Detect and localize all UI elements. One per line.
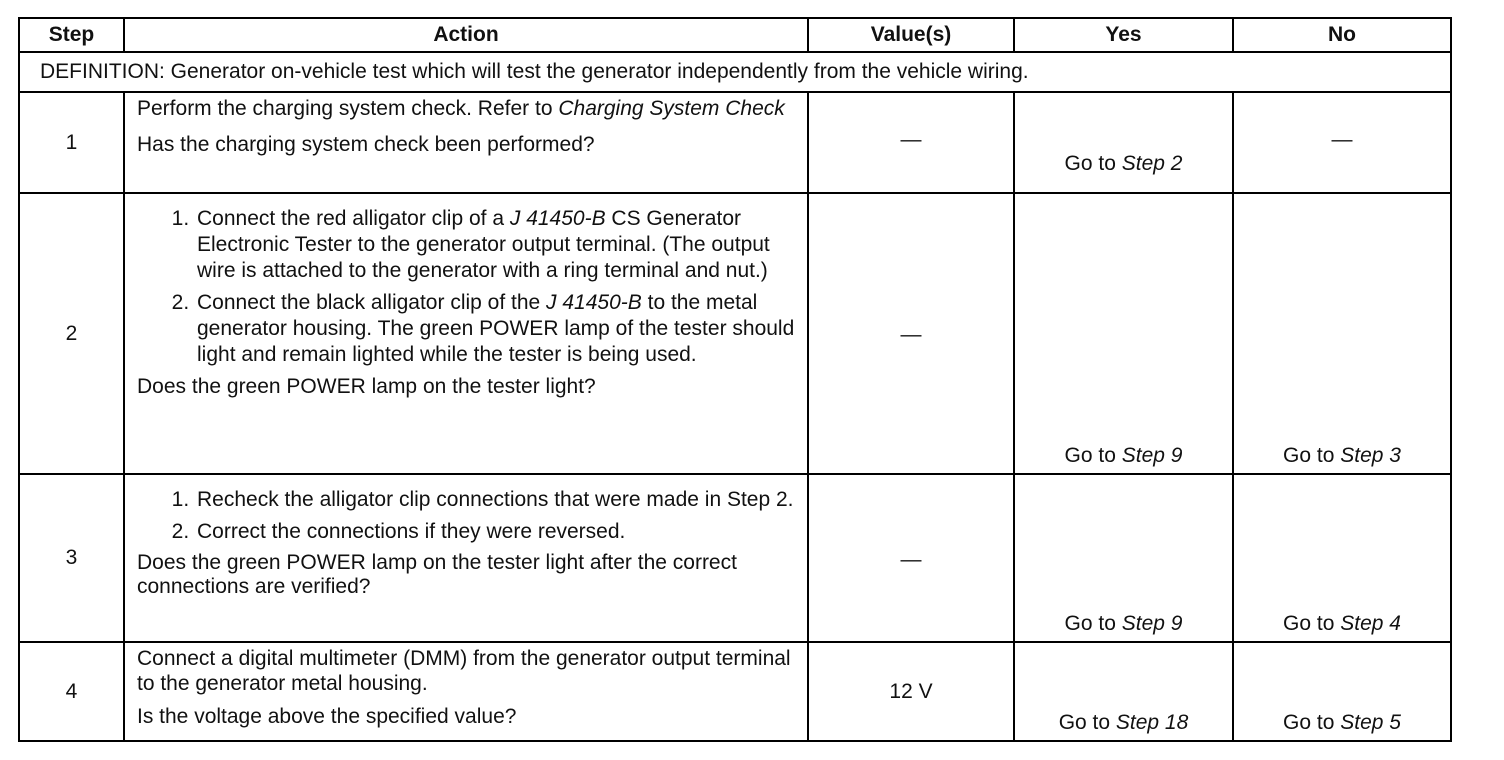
- yes-cell: [1014, 193, 1233, 474]
- action-cell: [124, 193, 808, 474]
- definition-text: DEFINITION: Generator on-vehicle test which will test the generator independently from the vehicle wiring.: [19, 52, 1451, 92]
- value-text: 12 V: [889, 679, 933, 703]
- goto-prefix: Go to: [1064, 444, 1122, 467]
- list-item: [195, 206, 797, 284]
- action-list: [137, 487, 797, 545]
- value-cell: [808, 642, 1014, 741]
- tool-reference: J 41450-B: [546, 291, 642, 314]
- header-action: Action: [124, 18, 808, 52]
- table-row: [19, 642, 1451, 741]
- goto-prefix: Go to: [1064, 612, 1122, 635]
- goto-prefix: Go to: [1064, 152, 1122, 175]
- no-cell: [1233, 193, 1451, 474]
- step-reference: Step 5: [1340, 711, 1401, 734]
- list-item: 2. Correct the connections if they were reversed.: [195, 519, 797, 545]
- list-item: [195, 290, 797, 368]
- goto-prefix: Go to: [1058, 711, 1116, 734]
- yes-goto[interactable]: [1015, 443, 1232, 473]
- step-number: 2: [19, 193, 124, 474]
- action-text: Connect a digital multimeter (DMM) from the generator output terminal to the generator metal housing.: [137, 647, 791, 695]
- yes-cell: [1014, 474, 1233, 642]
- header-step: Step: [19, 18, 124, 52]
- action-question: Is the voltage above the specified value?: [137, 705, 517, 728]
- action-text: to the metal generator housing. The green POWER lamp of the tester should light and remain lighted while the tester is being used.: [197, 291, 795, 366]
- action-cell: [124, 642, 808, 741]
- table-row: [19, 92, 1451, 193]
- step-number: 4: [19, 642, 124, 741]
- yes-goto[interactable]: [1015, 611, 1232, 641]
- value-cell: [808, 474, 1014, 642]
- reference-link[interactable]: Charging System Check: [558, 97, 785, 120]
- no-cell: [1233, 642, 1451, 741]
- step-number: 3: [19, 474, 124, 642]
- action-question: Has the charging system check been performed?: [137, 133, 595, 156]
- action-text: Perform the charging system check. Refer to: [137, 97, 559, 120]
- header-values: Value(s): [808, 18, 1014, 52]
- no-goto[interactable]: [1234, 611, 1450, 641]
- action-text: CS Generator Electronic Tester to the generator output terminal. (The output wire is attached to the generator with a ring terminal and nut.): [197, 207, 770, 282]
- yes-goto[interactable]: [1015, 151, 1232, 177]
- header-row: [19, 18, 1451, 52]
- action-cell: [124, 474, 808, 642]
- definition-row: [19, 52, 1451, 92]
- action-list: [137, 206, 797, 368]
- value-cell: [808, 92, 1014, 193]
- step-reference: Step 18: [1115, 711, 1189, 734]
- goto-prefix: Go to: [1283, 711, 1341, 734]
- list-item: 1. Recheck the alligator clip connections that were made in Step 2.: [195, 487, 797, 513]
- step-reference: Step 3: [1340, 444, 1401, 467]
- yes-goto[interactable]: [1015, 710, 1232, 740]
- table-row: [19, 474, 1451, 642]
- action-question: Does the green POWER lamp on the tester light?: [137, 375, 596, 398]
- yes-cell: [1014, 642, 1233, 741]
- diagnostic-table: [18, 17, 1452, 742]
- action-intro: [137, 96, 797, 122]
- value-text: —: [900, 548, 922, 571]
- step-reference: Step 9: [1121, 612, 1183, 635]
- header-no: No: [1233, 18, 1451, 52]
- goto-prefix: Go to: [1283, 444, 1341, 467]
- step-number: 1: [19, 92, 124, 193]
- step-reference: Step 4: [1340, 612, 1401, 635]
- no-cell: [1233, 474, 1451, 642]
- step-reference: Step 2: [1121, 152, 1183, 175]
- action-text: Connect the red alligator clip of a: [197, 207, 510, 230]
- goto-prefix: Go to: [1283, 612, 1341, 635]
- tool-reference: J 41450-B: [509, 207, 606, 230]
- value-text: —: [900, 128, 922, 151]
- value-text: —: [900, 323, 922, 346]
- action-question: Does the green POWER lamp on the tester light after the correct connections are verified?: [137, 551, 737, 598]
- header-yes: Yes: [1014, 18, 1233, 52]
- yes-cell: [1014, 92, 1233, 193]
- no-goto[interactable]: [1234, 443, 1450, 473]
- value-cell: [808, 193, 1014, 474]
- action-cell: [124, 92, 808, 193]
- no-text: —: [1331, 128, 1353, 151]
- action-text: Connect the black alligator clip of the: [197, 291, 547, 314]
- table-row: [19, 193, 1451, 474]
- no-cell: [1233, 92, 1451, 193]
- step-reference: Step 9: [1121, 444, 1183, 467]
- no-goto[interactable]: [1234, 710, 1450, 740]
